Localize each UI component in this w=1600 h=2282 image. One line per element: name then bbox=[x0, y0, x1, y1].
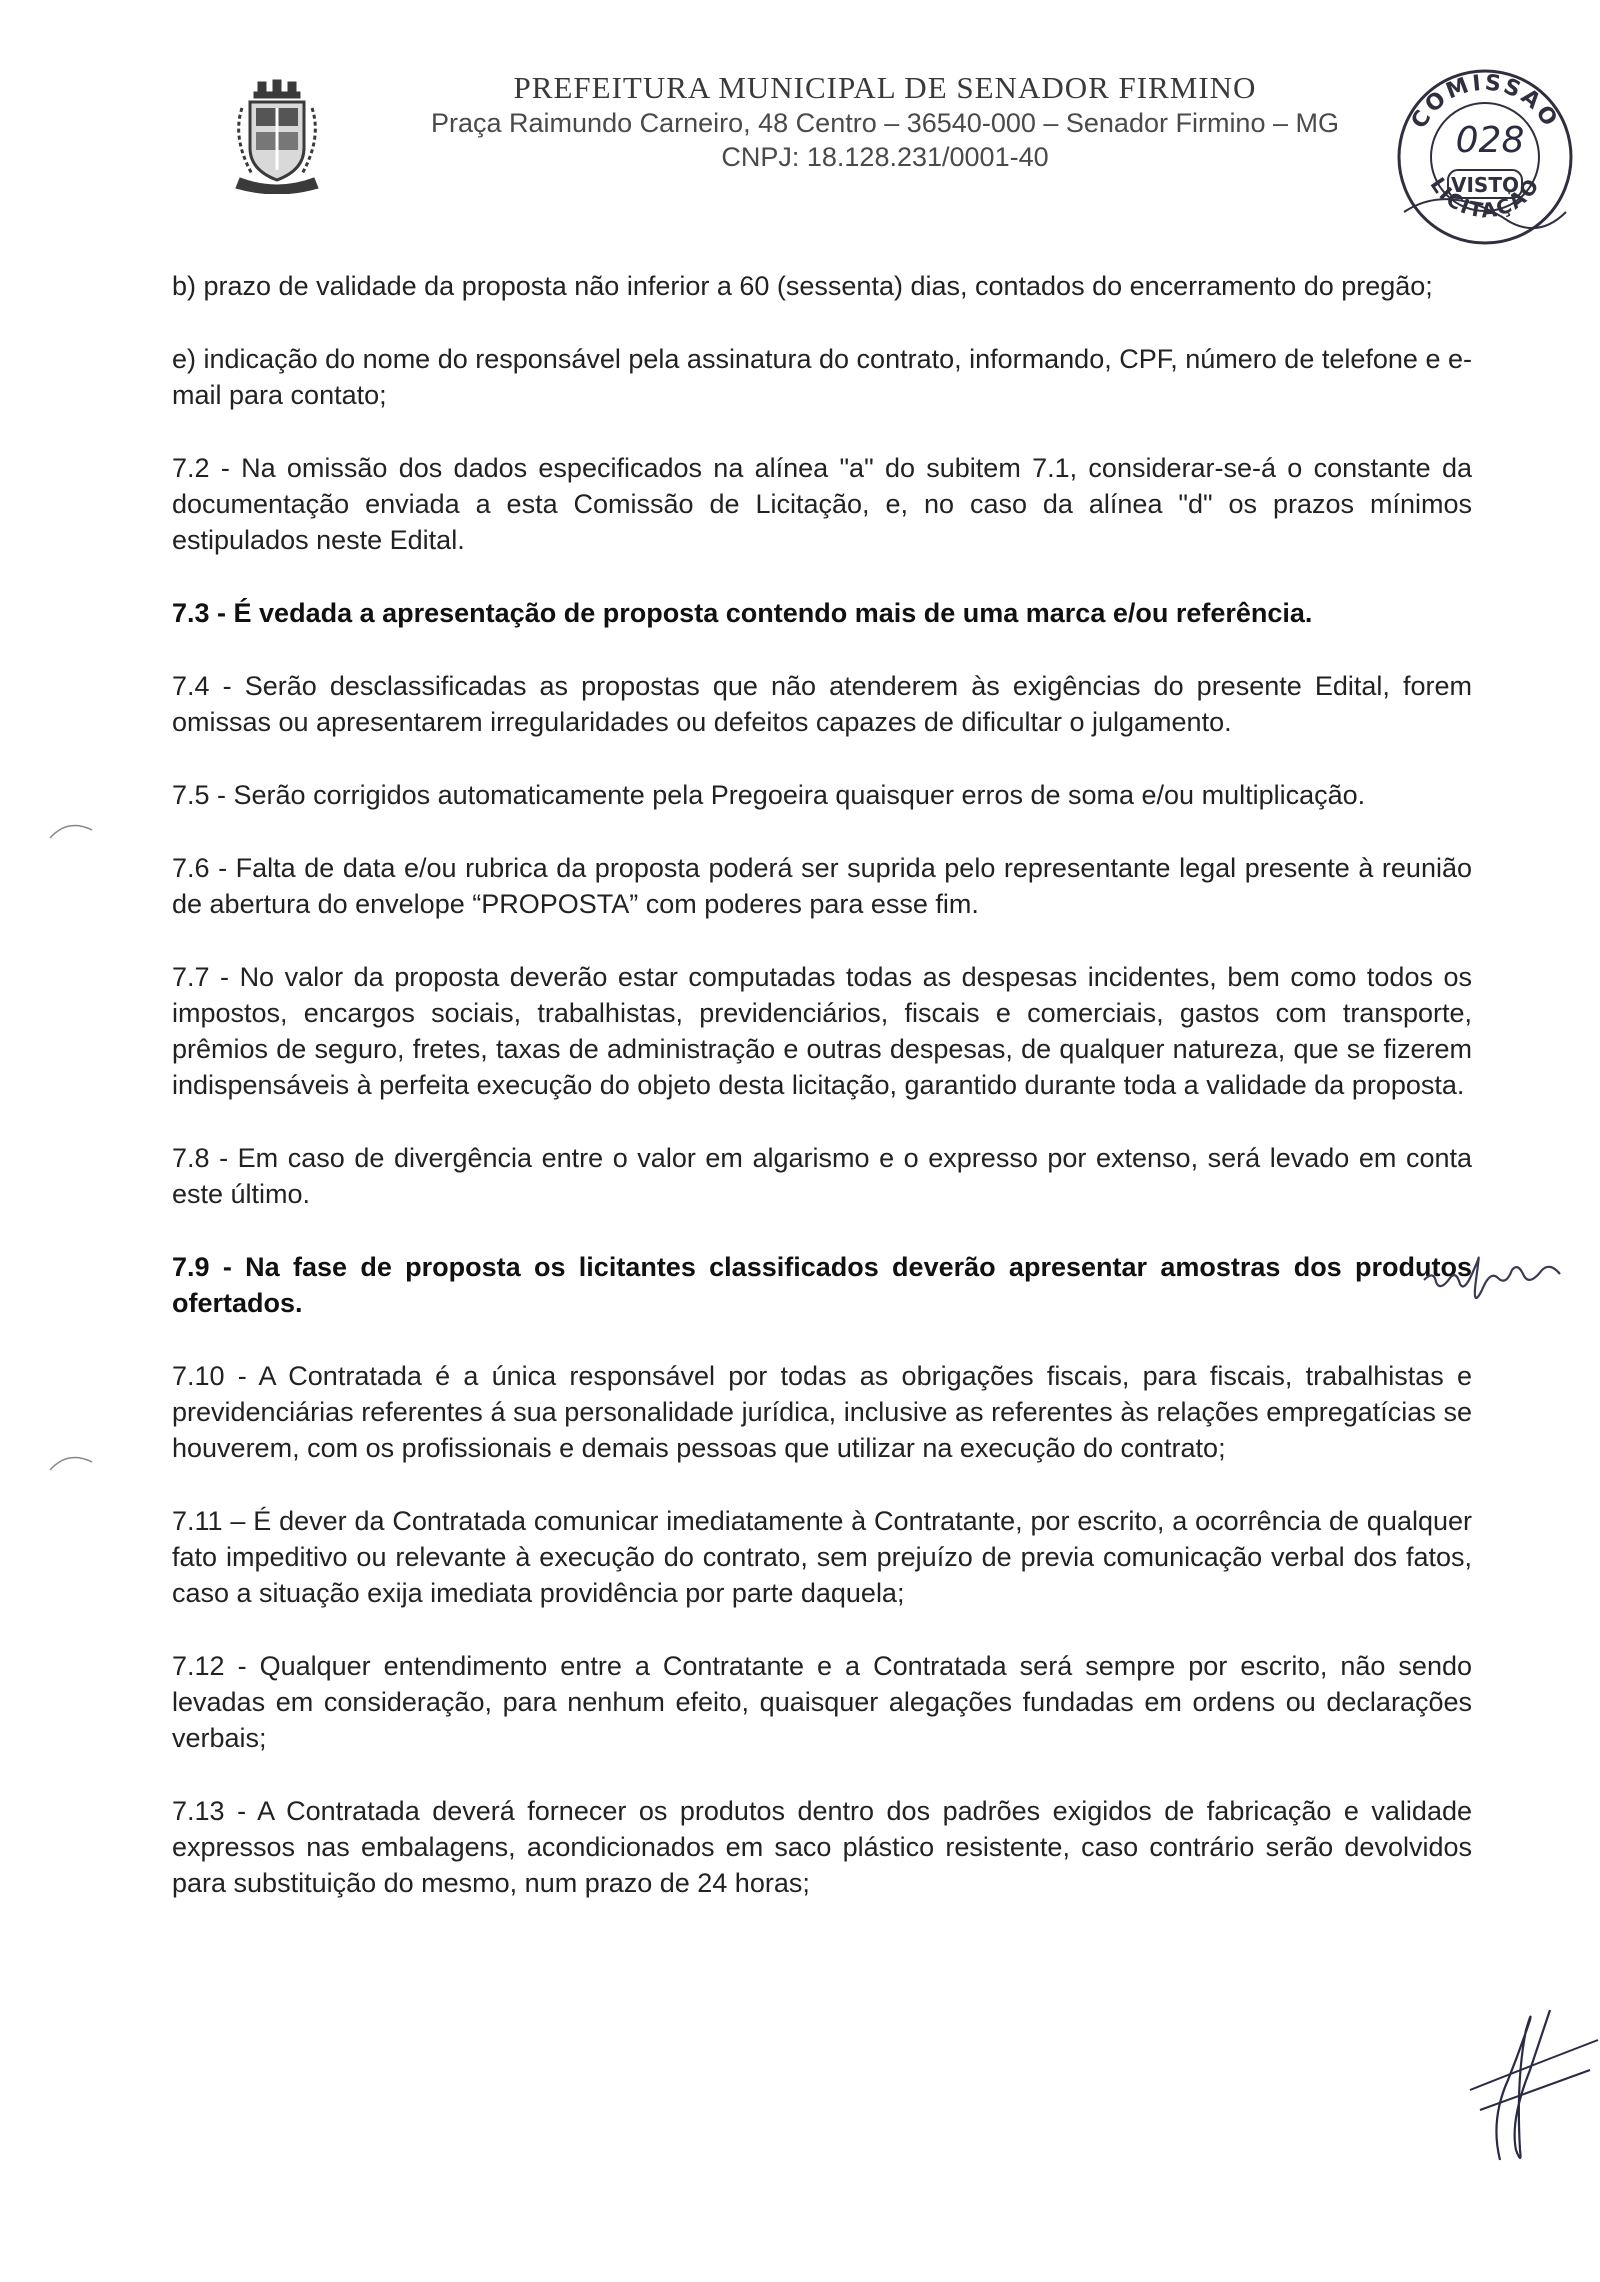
margin-mark bbox=[48, 818, 98, 842]
paragraph-7-6: 7.6 - Falta de data e/ou rubrica da proposta poderá ser suprida pelo representante legal presente à reunião de abertura do envelope “PROPOSTA” com poderes para esse fim. bbox=[172, 853, 1472, 919]
letterhead bbox=[410, 70, 1360, 175]
paragraph-7-2: 7.2 - Na omissão dos dados especificados na alínea "a" do subitem 7.1, considerar-se-á o constante da documentação enviada a esta Comissão de Licitação, e, no caso da alínea "d" os prazos mínimos estipulados neste Edital. bbox=[172, 453, 1472, 555]
svg-text:LICITAÇÃO: LICITAÇÃO bbox=[1425, 172, 1545, 223]
municipal-crest-icon bbox=[228, 78, 326, 194]
paragraph-e: e) indicação do nome do responsável pela assinatura do contrato, informando, CPF, número de telefone e e-mail para contato; bbox=[172, 344, 1472, 410]
paragraph-7-9: 7.9 - Na fase de proposta os licitantes classificados deverão apresentar amostras dos produtos ofertados. bbox=[172, 1252, 1472, 1318]
paragraph-7-10: 7.10 - A Contratada é a única responsável por todas as obrigações fiscais, para fiscais, trabalhistas e previdenciárias referentes á sua personalidade jurídica, inclusive as referentes às relações empregatícias se houverem, com os profissionais e demais pessoas que utilizar na execução do contrato; bbox=[172, 1361, 1472, 1463]
paragraph-7-11: 7.11 – É dever da Contratada comunicar imediatamente à Contratante, por escrito, a ocorrência de qualquer fato impeditivo ou relevante à execução do contrato, sem prejuízo de previa comunicação verbal dos fatos, caso a situação exija imediata providência por parte daquela; bbox=[172, 1506, 1472, 1608]
paragraph-7-8: 7.8 - Em caso de divergência entre o valor em algarismo e o expresso por extenso, será levado em conta este último. bbox=[172, 1143, 1472, 1209]
paragraph-7-4: 7.4 - Serão desclassificadas as propostas que não atenderem às exigências do presente Edital, forem omissas ou apresentarem irregularidades ou defeitos capazes de dificultar o julgamento. bbox=[172, 671, 1472, 737]
document-body bbox=[172, 268, 1472, 1938]
handwritten-signature bbox=[1460, 2000, 1600, 2170]
paragraph-7-3: 7.3 - É vedada a apresentação de proposta contendo mais de uma marca e/ou referência. bbox=[172, 598, 1313, 628]
svg-text:COMISSÃO: COMISSÃO bbox=[1406, 70, 1564, 134]
paragraph-7-5: 7.5 - Serão corrigidos automaticamente pela Pregoeira quaisquer erros de soma e/ou multiplicação. bbox=[172, 780, 1366, 810]
letterhead-cnpj: CNPJ: 18.128.231/0001-40 bbox=[721, 142, 1049, 173]
letterhead-address: Praça Raimundo Carneiro, 48 Centro – 36540-000 – Senador Firmino – MG bbox=[431, 107, 1339, 138]
paragraph-b: b) prazo de validade da proposta não inferior a 60 (sessenta) dias, contados do encerramento do pregão; bbox=[172, 271, 1433, 301]
paragraph-7-7: 7.7 - No valor da proposta deverão estar computadas todas as despesas incidentes, bem como todos os impostos, encargos sociais, trabalhistas, previdenciários, fiscais e comerciais, gastos com transporte, prêmios de seguro, fretes, taxas de administração e outras despesas, de qualquer natureza, que se fizerem indispensáveis à perfeita execução do objeto desta licitação, garantido durante toda a validade da proposta. bbox=[172, 962, 1472, 1100]
stamp-page-number: 028 bbox=[1455, 120, 1525, 161]
handwritten-initials bbox=[1420, 1240, 1570, 1320]
paragraph-7-13: 7.13 - A Contratada deverá fornecer os produtos dentro dos padrões exigidos de fabricação e validade expressos nas embalagens, acondicionados em saco plástico resistente, caso contrário serão devolvidos para substituição do mesmo, num prazo de 24 horas; bbox=[172, 1796, 1472, 1898]
margin-mark bbox=[48, 1450, 98, 1474]
svg-text:VISTO: VISTO bbox=[1451, 173, 1519, 197]
paragraph-7-12: 7.12 - Qualquer entendimento entre a Contratante e a Contratada será sempre por escrito, não sendo levadas em consideração, para nenhum efeito, quaisquer alegações fundadas em ordens ou declarações verbais; bbox=[172, 1651, 1472, 1753]
letterhead-title: PREFEITURA MUNICIPAL DE SENADOR FIRMINO bbox=[513, 70, 1257, 105]
